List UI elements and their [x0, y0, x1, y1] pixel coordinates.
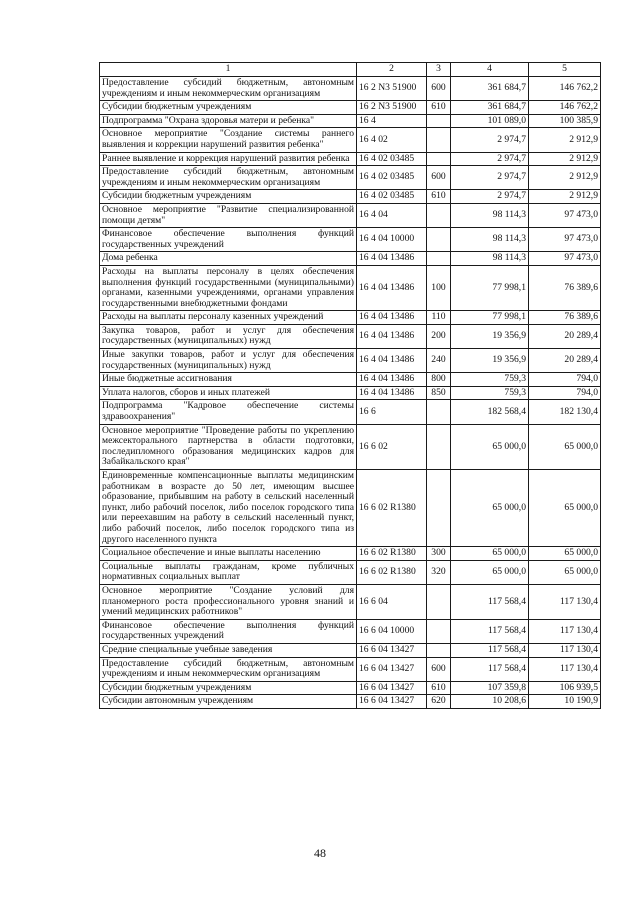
target-code-cell: 16 2 N3 51900 [357, 101, 427, 115]
expense-type-cell: 110 [427, 311, 451, 325]
table-row [100, 681, 601, 695]
table-body [100, 77, 601, 709]
expense-type-cell [427, 400, 451, 424]
expense-type-cell: 620 [427, 695, 451, 709]
page-number: 48 [314, 846, 326, 860]
target-code-cell: 16 2 N3 51900 [357, 77, 427, 101]
row-name-cell: Иные бюджетные ассигнования [100, 373, 357, 387]
target-code-cell: 16 6 04 [357, 584, 427, 619]
table-row [100, 386, 601, 400]
target-code-cell: 16 6 04 13427 [357, 681, 427, 695]
target-code-cell: 16 6 04 10000 [357, 619, 427, 643]
amount-cell: 97 473,0 [529, 203, 601, 227]
table-row [100, 190, 601, 204]
row-name-cell: Раннее выявление и коррекция нарушений развития ребенка [100, 152, 357, 166]
expense-type-cell: 300 [427, 547, 451, 561]
amount-cell: 2 912,9 [529, 128, 601, 152]
table-row [100, 643, 601, 657]
expense-type-cell [427, 643, 451, 657]
row-name-cell: Финансовое обеспечение выполнения функций государственных учреждений [100, 619, 357, 643]
row-name-cell: Социальное обеспечение и иные выплаты населению [100, 547, 357, 561]
expense-type-cell: 800 [427, 373, 451, 387]
expense-type-cell [427, 424, 451, 469]
amount-cell: 19 356,9 [451, 349, 529, 373]
amount-cell: 65 000,0 [451, 470, 529, 547]
amount-cell: 65 000,0 [529, 470, 601, 547]
row-name-cell: Основное мероприятие "Создание системы раннего выявления и коррекции нарушений развития ребенка" [100, 128, 357, 152]
target-code-cell: 16 4 04 13486 [357, 324, 427, 348]
amount-cell: 117 568,4 [451, 584, 529, 619]
amount-cell: 2 974,7 [451, 128, 529, 152]
target-code-cell: 16 6 04 13427 [357, 695, 427, 709]
table-row [100, 584, 601, 619]
row-name-cell: Закупка товаров, работ и услуг для обеспечения государственных (муниципальных) нужд [100, 324, 357, 348]
amount-cell: 2 912,9 [529, 166, 601, 190]
expense-type-cell [427, 114, 451, 128]
target-code-cell: 16 6 02 R1380 [357, 547, 427, 561]
target-code-cell: 16 4 04 13486 [357, 265, 427, 310]
amount-cell: 182 130,4 [529, 400, 601, 424]
column-header: 2 [357, 63, 427, 77]
expense-type-cell: 100 [427, 265, 451, 310]
amount-cell: 2 974,7 [451, 152, 529, 166]
table-row [100, 228, 601, 252]
column-header: 1 [100, 63, 357, 77]
target-code-cell: 16 4 04 [357, 203, 427, 227]
expense-type-cell [427, 619, 451, 643]
amount-cell: 146 762,2 [529, 101, 601, 115]
row-name-cell: Субсидии бюджетным учреждениям [100, 101, 357, 115]
row-name-cell: Подпрограмма "Кадровое обеспечение системы здравоохранения" [100, 400, 357, 424]
row-name-cell: Финансовое обеспечение выполнения функций государственных учреждений [100, 228, 357, 252]
amount-cell: 794,0 [529, 373, 601, 387]
table-row [100, 424, 601, 469]
row-name-cell: Иные закупки товаров, работ и услуг для обеспечения государственных (муниципальных) нужд [100, 349, 357, 373]
row-name-cell: Субсидии бюджетным учреждениям [100, 190, 357, 204]
target-code-cell: 16 4 02 03485 [357, 190, 427, 204]
amount-cell: 146 762,2 [529, 77, 601, 101]
expense-type-cell: 600 [427, 77, 451, 101]
amount-cell: 10 208,6 [451, 695, 529, 709]
amount-cell: 2 974,7 [451, 190, 529, 204]
expense-type-cell: 600 [427, 657, 451, 681]
row-name-cell: Социальные выплаты гражданам, кроме публичных нормативных социальных выплат [100, 560, 357, 584]
row-name-cell: Субсидии автономным учреждениям [100, 695, 357, 709]
expense-type-cell: 200 [427, 324, 451, 348]
table-row [100, 128, 601, 152]
row-name-cell: Уплата налогов, сборов и иных платежей [100, 386, 357, 400]
amount-cell: 19 356,9 [451, 324, 529, 348]
target-code-cell: 16 4 04 13486 [357, 373, 427, 387]
expense-type-cell [427, 470, 451, 547]
budget-table [99, 62, 601, 709]
expense-type-cell [427, 128, 451, 152]
row-name-cell: Расходы на выплаты персоналу в целях обеспечения выполнения функций государственными (муниципальными) органами, казенными учреждениями, органами управления государственными внебюджетными фондами [100, 265, 357, 310]
expense-type-cell: 610 [427, 190, 451, 204]
table-row [100, 400, 601, 424]
amount-cell: 97 473,0 [529, 228, 601, 252]
amount-cell: 182 568,4 [451, 400, 529, 424]
target-code-cell: 16 4 04 13486 [357, 311, 427, 325]
row-name-cell: Предоставление субсидий бюджетным, автономным учреждениям и иным некоммерческим организациям [100, 657, 357, 681]
row-name-cell: Основное мероприятие "Создание условий для планомерного роста профессионального уровня знаний и умений медицинских работников" [100, 584, 357, 619]
row-name-cell: Основное мероприятие "Развитие специализированной помощи детям" [100, 203, 357, 227]
amount-cell: 117 130,4 [529, 643, 601, 657]
amount-cell: 117 568,4 [451, 619, 529, 643]
amount-cell: 106 939,5 [529, 681, 601, 695]
amount-cell: 65 000,0 [529, 560, 601, 584]
amount-cell: 77 998,1 [451, 311, 529, 325]
table-row [100, 470, 601, 547]
amount-cell: 101 089,0 [451, 114, 529, 128]
expense-type-cell: 320 [427, 560, 451, 584]
table-row [100, 349, 601, 373]
amount-cell: 98 114,3 [451, 252, 529, 266]
table-row [100, 101, 601, 115]
row-name-cell: Предоставление субсидий бюджетным, автономным учреждениям и иным некоммерческим организациям [100, 77, 357, 101]
amount-cell: 65 000,0 [529, 547, 601, 561]
expense-type-cell [427, 203, 451, 227]
expense-type-cell: 240 [427, 349, 451, 373]
expense-type-cell: 610 [427, 681, 451, 695]
amount-cell: 759,3 [451, 386, 529, 400]
expense-type-cell [427, 228, 451, 252]
column-header: 5 [529, 63, 601, 77]
target-code-cell: 16 4 02 03485 [357, 166, 427, 190]
amount-cell: 76 389,6 [529, 311, 601, 325]
target-code-cell: 16 6 [357, 400, 427, 424]
amount-cell: 361 684,7 [451, 101, 529, 115]
target-code-cell: 16 4 04 13486 [357, 386, 427, 400]
row-name-cell: Предоставление субсидий бюджетным, автономным учреждениям и иным некоммерческим организациям [100, 166, 357, 190]
table-row [100, 695, 601, 709]
table-row [100, 311, 601, 325]
amount-cell: 98 114,3 [451, 228, 529, 252]
expense-type-cell: 600 [427, 166, 451, 190]
amount-cell: 759,3 [451, 373, 529, 387]
table-row [100, 166, 601, 190]
amount-cell: 98 114,3 [451, 203, 529, 227]
table-row [100, 547, 601, 561]
amount-cell: 117 130,4 [529, 584, 601, 619]
target-code-cell: 16 4 04 13486 [357, 349, 427, 373]
expense-type-cell [427, 152, 451, 166]
row-name-cell: Единовременные компенсационные выплаты медицинским работникам в возрасте до 50 лет, имеющим высшее образование, прибывшим на работу в сельский населенный пункт, либо рабочий поселок, либо поселок городского типа или переехавшим на работу в сельский населенный пункт, либо рабочий поселок, либо поселок городского типа из другого населенного пункта [100, 470, 357, 547]
amount-cell: 97 473,0 [529, 252, 601, 266]
amount-cell: 117 568,4 [451, 657, 529, 681]
row-name-cell: Основное мероприятие "Проведение работы по укреплению межсекторального партнерства в области подготовки, последипломного образования медицинских кадров для Забайкальского края" [100, 424, 357, 469]
row-name-cell: Дома ребенка [100, 252, 357, 266]
target-code-cell: 16 6 02 R1380 [357, 560, 427, 584]
expense-type-cell: 850 [427, 386, 451, 400]
amount-cell: 2 912,9 [529, 190, 601, 204]
amount-cell: 65 000,0 [451, 547, 529, 561]
target-code-cell: 16 4 04 10000 [357, 228, 427, 252]
row-name-cell: Подпрограмма "Охрана здоровья матери и ребенка" [100, 114, 357, 128]
target-code-cell: 16 4 02 03485 [357, 152, 427, 166]
expense-type-cell [427, 252, 451, 266]
amount-cell: 107 359,8 [451, 681, 529, 695]
header-row [100, 63, 601, 77]
amount-cell: 65 000,0 [451, 424, 529, 469]
column-header: 3 [427, 63, 451, 77]
amount-cell: 76 389,6 [529, 265, 601, 310]
table-row [100, 77, 601, 101]
amount-cell: 361 684,7 [451, 77, 529, 101]
amount-cell: 20 289,4 [529, 324, 601, 348]
row-name-cell: Субсидии бюджетным учреждениям [100, 681, 357, 695]
table-row [100, 114, 601, 128]
target-code-cell: 16 4 02 [357, 128, 427, 152]
table-row [100, 324, 601, 348]
amount-cell: 65 000,0 [451, 560, 529, 584]
amount-cell: 100 385,9 [529, 114, 601, 128]
amount-cell: 117 130,4 [529, 657, 601, 681]
table-row [100, 152, 601, 166]
amount-cell: 2 974,7 [451, 166, 529, 190]
target-code-cell: 16 4 04 13486 [357, 252, 427, 266]
target-code-cell: 16 6 04 13427 [357, 643, 427, 657]
table-row [100, 373, 601, 387]
amount-cell: 10 190,9 [529, 695, 601, 709]
amount-cell: 794,0 [529, 386, 601, 400]
table-row [100, 203, 601, 227]
target-code-cell: 16 4 [357, 114, 427, 128]
target-code-cell: 16 6 04 13427 [357, 657, 427, 681]
expense-type-cell [427, 584, 451, 619]
amount-cell: 65 000,0 [529, 424, 601, 469]
table-row [100, 252, 601, 266]
amount-cell: 117 130,4 [529, 619, 601, 643]
row-name-cell: Средние специальные учебные заведения [100, 643, 357, 657]
table-row [100, 560, 601, 584]
target-code-cell: 16 6 02 R1380 [357, 470, 427, 547]
expense-type-cell: 610 [427, 101, 451, 115]
amount-cell: 20 289,4 [529, 349, 601, 373]
amount-cell: 2 912,9 [529, 152, 601, 166]
row-name-cell: Расходы на выплаты персоналу казенных учреждений [100, 311, 357, 325]
table-row [100, 619, 601, 643]
target-code-cell: 16 6 02 [357, 424, 427, 469]
table-row [100, 265, 601, 310]
table-row [100, 657, 601, 681]
column-header: 4 [451, 63, 529, 77]
amount-cell: 77 998,1 [451, 265, 529, 310]
amount-cell: 117 568,4 [451, 643, 529, 657]
